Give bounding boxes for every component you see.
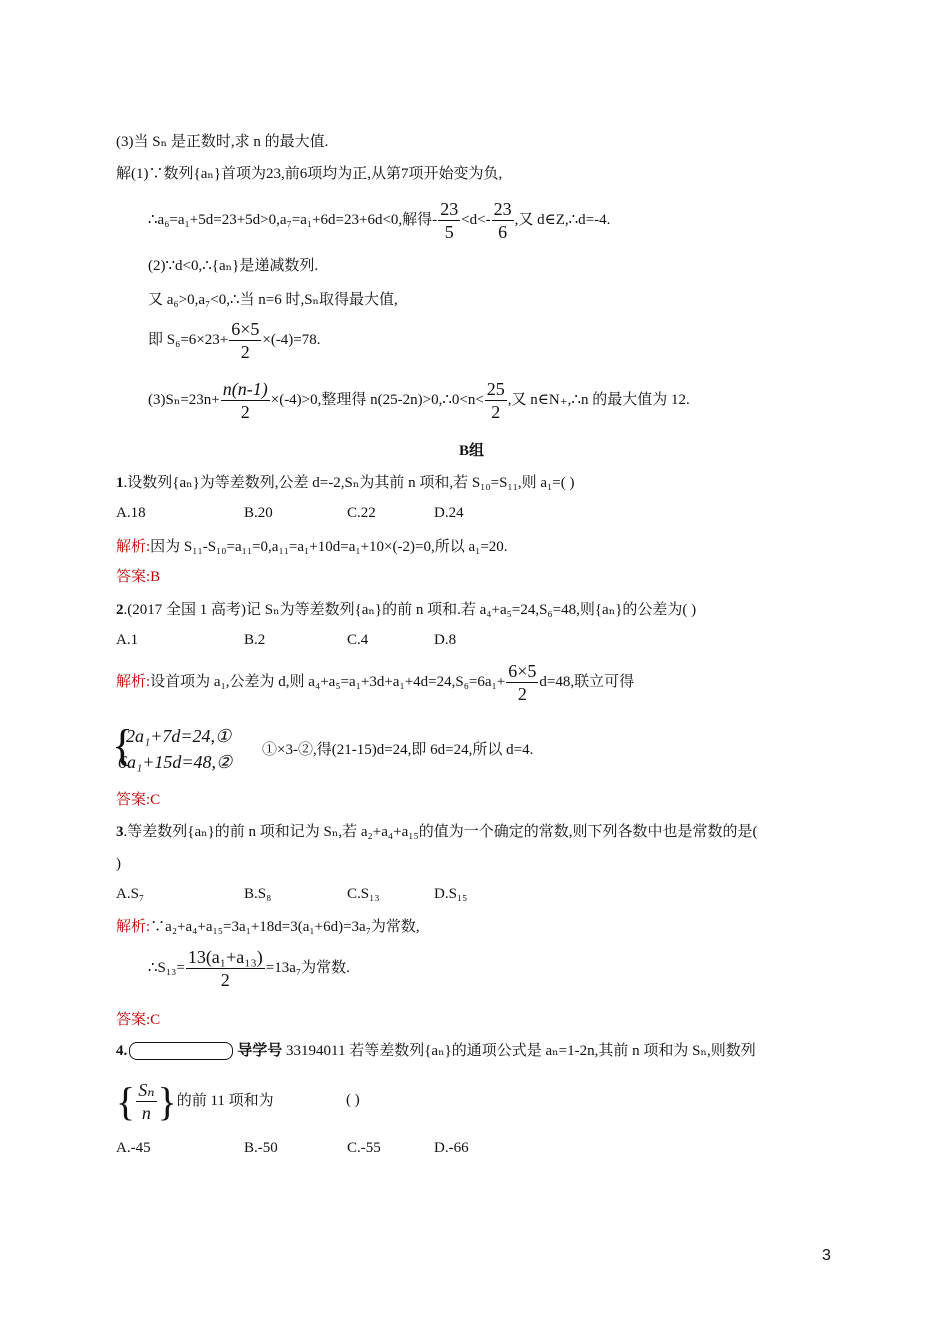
fraction-numerator: n(n-1) bbox=[222, 379, 268, 400]
solution-text-2c: ,又 d∈Z,∴d=-4. bbox=[514, 212, 611, 228]
question-number: 1 bbox=[116, 475, 124, 491]
solution-text-5a: 即 S₆=6×23+ bbox=[148, 332, 229, 348]
option-b: B.S₈ bbox=[244, 886, 272, 902]
fraction-sn-n bbox=[136, 1079, 156, 1124]
question-number: 2 bbox=[116, 602, 124, 618]
fraction-6x5-2 bbox=[229, 318, 261, 363]
fraction-denominator: 6 bbox=[492, 220, 514, 243]
question-dot: . bbox=[123, 1043, 128, 1059]
fraction-23-5 bbox=[438, 198, 460, 243]
fraction-denominator: 2 bbox=[506, 682, 538, 705]
solution-line-3: (2)∵d<0,∴{aₙ}是递减数列. bbox=[148, 258, 319, 274]
analysis-2 bbox=[116, 660, 634, 705]
solution-text-6b: ×(-4)>0,整理得 n(25-2n)>0,∴0<n< bbox=[270, 392, 484, 408]
fraction-denominator: n bbox=[136, 1101, 156, 1124]
analysis-text-b: d=48,联立可得 bbox=[539, 674, 635, 690]
option-b: B.-50 bbox=[244, 1140, 278, 1156]
analysis-text: ∵a₂+a₄+a₁₅=3a₁+18d=3(a₁+6d)=3a₇为常数, bbox=[150, 919, 420, 935]
fraction-numerator: 25 bbox=[486, 379, 505, 400]
question-3-continued: ) bbox=[116, 856, 121, 872]
solution-text-2a: ∴a₆=a₁+5d=23+5d>0,a₇=a₁+6d=23+6d<0,解得- bbox=[148, 212, 438, 228]
question-part-3: (3)当 Sₙ 是正数时,求 n 的最大值. bbox=[116, 134, 329, 150]
fraction-denominator: 2 bbox=[186, 968, 265, 991]
option-d: D.-66 bbox=[434, 1140, 469, 1156]
analysis-text-a: 设首项为 a₁,公差为 d,则 a₄+a₅=a₁+3d+a₁+4d=24,S₆=6a₁+ bbox=[150, 674, 506, 690]
answer-2: 答案:C bbox=[116, 792, 161, 808]
fraction-denominator: 2 bbox=[485, 400, 507, 423]
solution-text-6c: ,又 n∈N₊,∴n 的最大值为 12. bbox=[507, 392, 690, 408]
question-2 bbox=[116, 600, 696, 620]
analysis-text-c: ①×3-②,得(21-15)d=24,即 6d=24,所以 d=4. bbox=[262, 742, 534, 758]
analysis-text: 因为 S₁₁-S₁₀=a₁₁=0,a₁₁=a₁+10d=a₁+10×(-2)=0,所以 a₁=20. bbox=[150, 539, 508, 555]
left-brace: { bbox=[116, 1078, 136, 1124]
option-c: C.-55 bbox=[347, 1140, 381, 1156]
page-number: 3 bbox=[822, 1247, 831, 1264]
fraction-numerator: 23 bbox=[493, 199, 512, 220]
question-number: 4 bbox=[116, 1043, 124, 1059]
right-brace: } bbox=[157, 1078, 177, 1124]
analysis-label: 解析: bbox=[116, 674, 151, 690]
fraction-numerator: 6×5 bbox=[231, 319, 260, 340]
option-c: C.S₁₃ bbox=[347, 886, 380, 902]
equation-row-1: 2a₁+7d=24,① bbox=[126, 726, 232, 746]
analysis-text-a: ∴S₁₃= bbox=[148, 960, 185, 976]
option-b: B.20 bbox=[244, 505, 273, 521]
answer-3: 答案:C bbox=[116, 1012, 161, 1028]
equation-system bbox=[112, 722, 592, 778]
question-text: .设数列{aₙ}为等差数列,公差 d=-2,Sₙ为其前 n 项和,若 S₁₀=S₁₁,则 a₁=( ) bbox=[123, 475, 575, 491]
answer-paren: ( ) bbox=[346, 1092, 360, 1108]
analysis-3-line-2 bbox=[148, 946, 350, 991]
fraction-denominator: 2 bbox=[221, 400, 270, 423]
solution-text-6a: (3)Sₙ=23n+ bbox=[148, 392, 220, 408]
option-a: A.S₇ bbox=[116, 886, 145, 902]
question-text-2: 的前 11 项和为 bbox=[176, 1093, 274, 1109]
option-c: C.4 bbox=[347, 632, 369, 648]
question-4-line-2 bbox=[116, 1074, 274, 1128]
fraction-numerator: 13(a₁+a₁₃) bbox=[187, 947, 263, 968]
question-text: .(2017 全国 1 高考)记 Sₙ为等差数列{aₙ}的前 n 项和.若 a₄+a₅=24,S₆=48,则{aₙ}的公差为( ) bbox=[123, 602, 697, 618]
option-c: C.22 bbox=[347, 505, 376, 521]
option-d: D.24 bbox=[434, 505, 464, 521]
answer-1: 答案:B bbox=[116, 569, 161, 585]
question-3 bbox=[116, 822, 757, 842]
question-1 bbox=[116, 473, 574, 493]
question-text: 33194011 若等差数列{aₙ}的通项公式是 aₙ=1-2n,其前 n 项和为 Sₙ,则数列 bbox=[282, 1043, 756, 1059]
guide-tag-placeholder bbox=[127, 1044, 237, 1060]
fraction-25-2 bbox=[485, 378, 507, 423]
group-b-heading: B组 bbox=[459, 443, 485, 459]
option-b: B.2 bbox=[244, 632, 266, 648]
question-text: .等差数列{aₙ}的前 n 项和记为 Sₙ,若 a₂+a₄+a₁₅的值为一个确定的常数,则下列各数中也是常数的是( bbox=[123, 824, 758, 840]
option-d: D.8 bbox=[434, 632, 457, 648]
option-a: A.18 bbox=[116, 505, 146, 521]
left-brace: { bbox=[112, 721, 134, 770]
analysis-text-b: =13a₇为常数. bbox=[265, 960, 350, 976]
solution-label: 解(1) bbox=[116, 166, 149, 182]
fraction-s13 bbox=[186, 946, 265, 991]
fraction-denominator: 5 bbox=[438, 220, 460, 243]
option-a: A.-45 bbox=[116, 1140, 151, 1156]
solution-line-1 bbox=[116, 164, 502, 184]
solution-line-6 bbox=[148, 378, 690, 423]
analysis-3 bbox=[116, 917, 420, 937]
solution-text-5b: ×(-4)=78. bbox=[262, 332, 321, 348]
fraction-numerator: Sₙ bbox=[138, 1080, 155, 1101]
question-4 bbox=[116, 1041, 756, 1061]
analysis-label: 解析: bbox=[116, 539, 151, 555]
fraction-n-n-1-2 bbox=[221, 378, 270, 423]
fraction-23-6 bbox=[492, 198, 514, 243]
fraction-numerator: 23 bbox=[440, 199, 459, 220]
analysis-label: 解析: bbox=[116, 919, 151, 935]
analysis-1 bbox=[116, 537, 508, 557]
solution-line-4: 又 a₆>0,a₇<0,∴当 n=6 时,Sₙ取得最大值, bbox=[148, 292, 398, 308]
fraction-6x5-2 bbox=[506, 660, 538, 705]
question-number: 3 bbox=[116, 824, 124, 840]
fraction-numerator: 6×5 bbox=[508, 661, 537, 682]
solution-line-5 bbox=[148, 318, 321, 363]
option-a: A.1 bbox=[116, 632, 139, 648]
fraction-denominator: 2 bbox=[229, 340, 261, 363]
option-d: D.S₁₅ bbox=[434, 886, 468, 902]
guide-tag-icon bbox=[129, 1042, 233, 1060]
equation-row-2: 6a₁+15d=48,② bbox=[118, 752, 233, 772]
solution-text-2b: <d<- bbox=[461, 212, 491, 228]
solution-text-1: ∵数列{aₙ}首项为23,前6项均为正,从第7项开始变为负, bbox=[148, 166, 503, 182]
solution-line-2 bbox=[148, 198, 610, 243]
guide-label: 导学号 bbox=[237, 1043, 283, 1059]
